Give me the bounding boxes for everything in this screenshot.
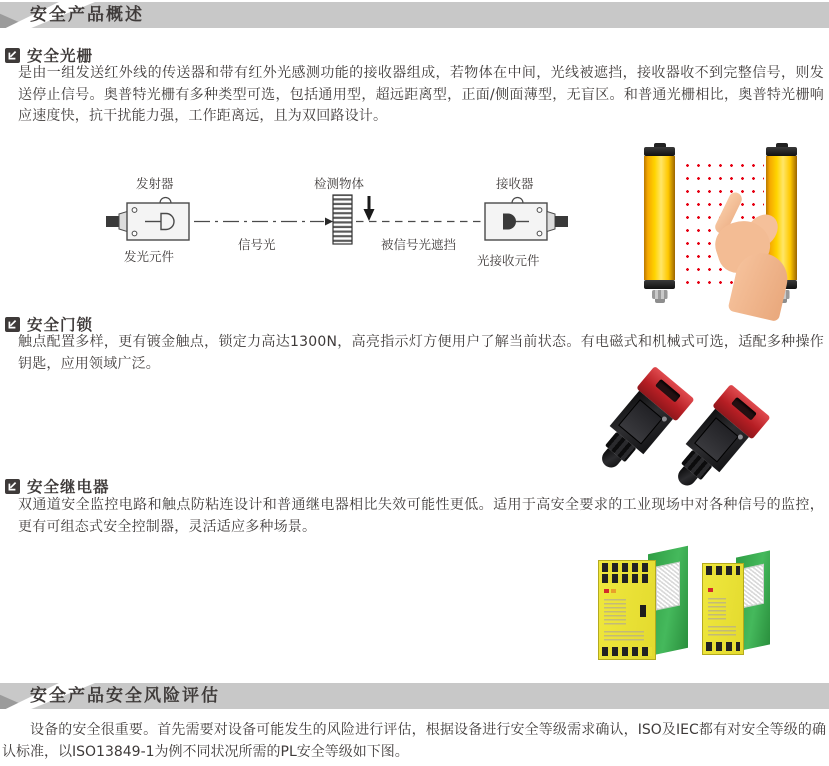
risk-banner-title: 安全产品安全风险评估 — [30, 686, 220, 706]
section-arrow-icon — [5, 479, 20, 494]
detected-object-label: 检测物体 — [314, 176, 365, 191]
receiver-label: 接收器 — [496, 176, 534, 191]
section-light-curtain-title: 安全光栅 — [27, 47, 94, 65]
section-relay-title: 安全继电器 — [27, 478, 110, 496]
blocked-label: 被信号光遮挡 — [381, 237, 457, 252]
overview-banner — [0, 2, 829, 28]
relay-product-image — [598, 550, 793, 670]
emitter-element-label: 发光元件 — [124, 249, 175, 264]
receiver-cable-plug — [555, 216, 568, 227]
door-lock-product-image — [588, 372, 798, 497]
risk-description: 设备的安全很重要。首先需要对设备可能发生的风险进行评估，根据设备进行安全等级需求确认，ISO及IEC都有对安全等级的确认标准，以ISO13849-1为例不同状况所需的PL安全等级如下图。 — [2, 722, 826, 760]
section-door-lock-title: 安全门锁 — [27, 316, 94, 334]
curtain-tower-left — [644, 143, 675, 303]
risk-banner — [0, 683, 829, 709]
section-relay-heading — [5, 475, 110, 497]
detected-object — [333, 195, 352, 244]
transmitter-label: 发射器 — [136, 176, 174, 191]
transmitter-cable-plug — [106, 216, 119, 227]
overview-banner-title: 安全产品概述 — [30, 5, 144, 25]
relay-description: 双通道安全监控电路和触点防粘连设计和普通继电器相比失效可能性更低。适用于高安全要求的工业现场中对各种信号的监控，更有可组态式安全控制器，灵活适应多种场景。 — [18, 497, 824, 535]
relay-right — [702, 554, 774, 664]
door-lock-description: 触点配置多样，更有镀金触点，锁定力高达1300N，高亮指示灯方便用户了解当前状态。有电磁式和机械式可选，适配多种操作钥匙，应用领域广泛。 — [18, 334, 824, 372]
receiver-element-label: 光接收元件 — [477, 253, 540, 268]
light-curtain-principle-diagram — [0, 165, 600, 277]
light-curtain-description: 是由一组发送红外线的传送器和带有红外光感测功能的接收器组成，若物体在中间，光线被遮挡，接收器收不到完整信号，则发送停止信号。奥普特光栅有多种类型可选，包括通用型，超远距离型，正面/侧面薄型，无盲区。和普通光栅相比，奥普特光栅响应速度快，抗干扰能力强，工作距离远，且为双回路设计。 — [18, 65, 824, 124]
section-arrow-icon — [5, 317, 20, 332]
signal-light-label: 信号光 — [238, 237, 276, 252]
pointing-hand-image — [698, 191, 818, 311]
relay-left — [598, 550, 694, 668]
light-curtain-product-image — [638, 133, 824, 311]
section-arrow-icon — [5, 48, 20, 63]
